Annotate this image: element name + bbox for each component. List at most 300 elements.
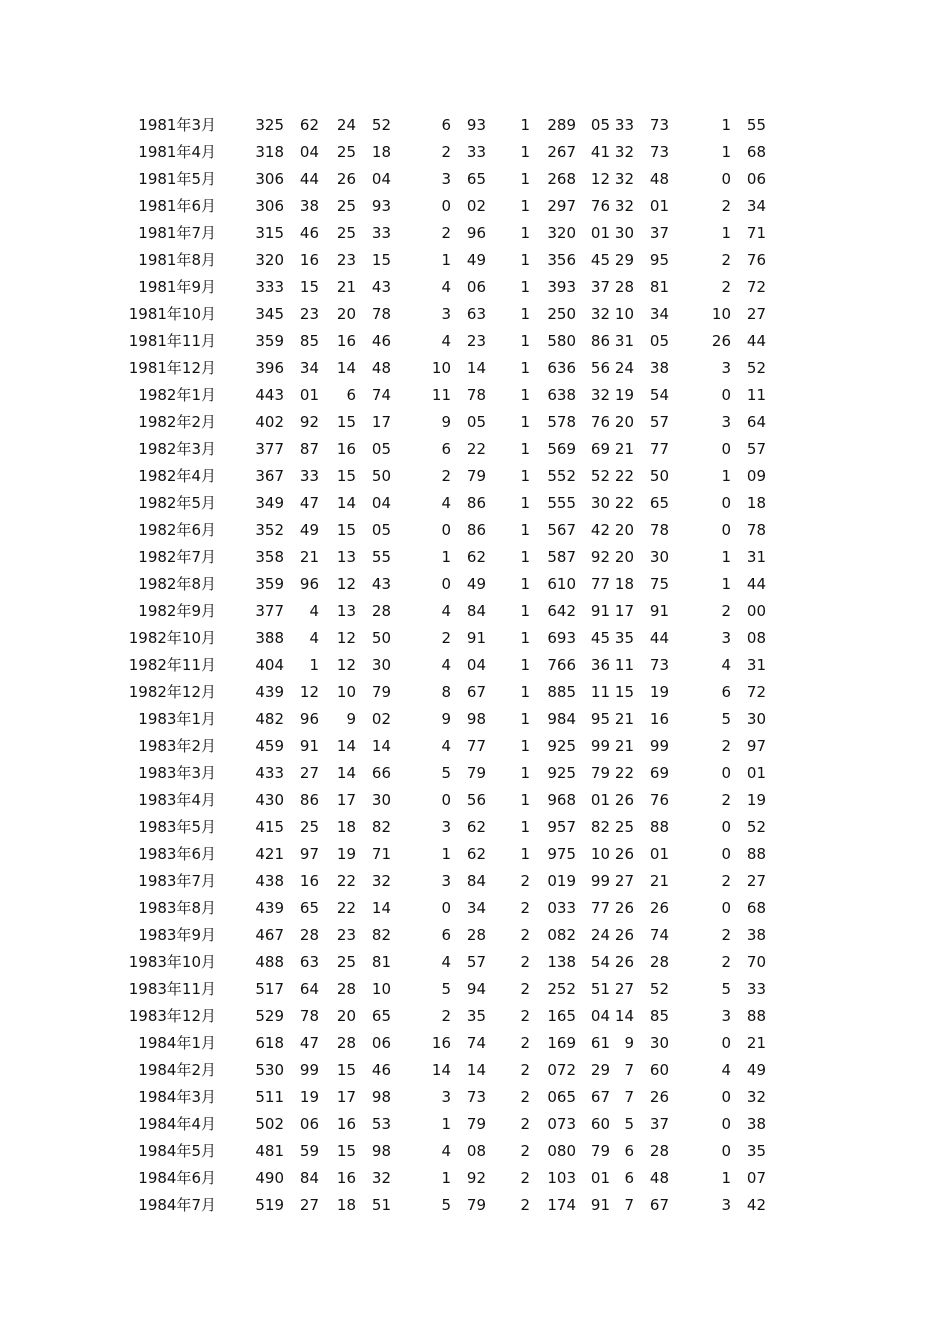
table-cell: 84 [466, 872, 486, 890]
table-cell: 325 [255, 116, 284, 134]
table-cell: 68 [746, 143, 766, 161]
table-cell: 67 [590, 1088, 610, 1106]
table-cell: 31 [614, 332, 634, 350]
table-cell: 1 [441, 251, 451, 269]
table-cell: 86 [466, 494, 486, 512]
table-cell: 38 [746, 926, 766, 944]
table-cell: 1 [520, 629, 530, 647]
table-cell: 315 [255, 224, 284, 242]
table-cell: 352 [255, 521, 284, 539]
table-cell: 04 [299, 143, 319, 161]
table-cell: 1 [520, 494, 530, 512]
row-date-cell: 1981年10月 [128, 305, 216, 323]
row-date-cell: 1983年3月 [138, 764, 216, 782]
table-cell: 71 [746, 224, 766, 242]
table-cell: 19 [336, 845, 356, 863]
table-cell: 46 [299, 224, 319, 242]
table-cell: 92 [466, 1169, 486, 1187]
table-cell: 08 [466, 1142, 486, 1160]
table-cell: 467 [255, 926, 284, 944]
table-cell: 9 [441, 710, 451, 728]
table-cell: 35 [614, 629, 634, 647]
table-cell: 6 [624, 1169, 634, 1187]
table-cell: 14 [371, 899, 391, 917]
table-row [0, 598, 950, 625]
table-cell: 60 [590, 1115, 610, 1133]
table-cell: 50 [649, 467, 669, 485]
table-cell: 4 [721, 656, 731, 674]
table-cell: 19 [299, 1088, 319, 1106]
table-cell: 02 [371, 710, 391, 728]
table-cell: 1 [520, 251, 530, 269]
table-cell: 24 [614, 359, 634, 377]
table-cell: 1 [520, 170, 530, 188]
table-cell: 14 [431, 1061, 451, 1079]
table-cell: 33 [746, 980, 766, 998]
table-cell: 9 [624, 1034, 634, 1052]
table-cell: 3 [441, 1088, 451, 1106]
table-cell: 065 [547, 1088, 576, 1106]
table-cell: 072 [547, 1061, 576, 1079]
table-cell: 01 [590, 791, 610, 809]
table-cell: 1 [520, 440, 530, 458]
table-cell: 393 [547, 278, 576, 296]
table-cell: 15 [336, 467, 356, 485]
table-cell: 32 [590, 386, 610, 404]
table-cell: 05 [371, 440, 391, 458]
table-cell: 28 [371, 602, 391, 620]
table-cell: 23 [466, 332, 486, 350]
table-cell: 05 [590, 116, 610, 134]
table-cell: 1 [520, 548, 530, 566]
table-cell: 7 [624, 1196, 634, 1214]
table-cell: 0 [441, 575, 451, 593]
table-cell: 529 [255, 1007, 284, 1025]
table-cell: 79 [590, 764, 610, 782]
table-cell: 925 [547, 737, 576, 755]
table-cell: 07 [746, 1169, 766, 1187]
table-cell: 27 [746, 872, 766, 890]
table-cell: 2 [520, 953, 530, 971]
table-cell: 52 [649, 980, 669, 998]
table-cell: 1 [520, 845, 530, 863]
table-cell: 74 [371, 386, 391, 404]
table-cell: 34 [299, 359, 319, 377]
table-cell: 57 [649, 413, 669, 431]
table-cell: 14 [336, 494, 356, 512]
table-cell: 530 [255, 1061, 284, 1079]
row-date-cell: 1983年4月 [138, 791, 216, 809]
table-cell: 26 [614, 953, 634, 971]
table-cell: 1 [520, 413, 530, 431]
row-date-cell: 1984年6月 [138, 1169, 216, 1187]
table-cell: 0 [721, 386, 731, 404]
table-cell: 30 [649, 1034, 669, 1052]
table-cell: 0 [721, 845, 731, 863]
table-cell: 96 [299, 710, 319, 728]
table-cell: 77 [590, 899, 610, 917]
table-cell: 12 [299, 683, 319, 701]
table-cell: 0 [721, 521, 731, 539]
table-row [0, 706, 950, 733]
table-cell: 35 [466, 1007, 486, 1025]
table-cell: 082 [547, 926, 576, 944]
table-cell: 6 [441, 440, 451, 458]
table-cell: 93 [466, 116, 486, 134]
row-date-cell: 1983年5月 [138, 818, 216, 836]
table-cell: 95 [590, 710, 610, 728]
table-cell: 45 [590, 629, 610, 647]
table-cell: 42 [590, 521, 610, 539]
table-cell: 567 [547, 521, 576, 539]
table-cell: 9 [441, 413, 451, 431]
row-date-cell: 1981年12月 [128, 359, 216, 377]
table-cell: 21 [336, 278, 356, 296]
table-cell: 50 [371, 629, 391, 647]
table-cell: 1 [520, 602, 530, 620]
table-cell: 17 [336, 791, 356, 809]
table-cell: 28 [649, 1142, 669, 1160]
table-cell: 1 [520, 332, 530, 350]
table-cell: 26 [336, 170, 356, 188]
row-date-cell: 1983年8月 [138, 899, 216, 917]
table-cell: 79 [466, 1196, 486, 1214]
table-cell: 8 [441, 683, 451, 701]
table-cell: 2 [721, 953, 731, 971]
row-date-cell: 1981年11月 [128, 332, 216, 350]
table-row [0, 112, 950, 139]
table-cell: 15 [336, 1061, 356, 1079]
table-cell: 17 [614, 602, 634, 620]
table-cell: 65 [649, 494, 669, 512]
table-cell: 138 [547, 953, 576, 971]
table-row [0, 949, 950, 976]
table-cell: 367 [255, 467, 284, 485]
table-cell: 43 [371, 278, 391, 296]
table-cell: 28 [614, 278, 634, 296]
table-cell: 0 [441, 521, 451, 539]
table-cell: 04 [371, 170, 391, 188]
row-date-cell: 1981年6月 [138, 197, 216, 215]
table-cell: 2 [441, 1007, 451, 1025]
table-cell: 1 [520, 359, 530, 377]
table-cell: 18 [746, 494, 766, 512]
table-cell: 18 [336, 1196, 356, 1214]
table-cell: 1 [721, 575, 731, 593]
table-cell: 15 [614, 683, 634, 701]
table-cell: 2 [441, 629, 451, 647]
table-cell: 41 [590, 143, 610, 161]
table-cell: 1 [721, 548, 731, 566]
table-cell: 93 [371, 197, 391, 215]
row-date-cell: 1984年3月 [138, 1088, 216, 1106]
table-cell: 21 [299, 548, 319, 566]
table-cell: 97 [299, 845, 319, 863]
table-row [0, 1030, 950, 1057]
table-cell: 73 [466, 1088, 486, 1106]
table-cell: 2 [520, 1142, 530, 1160]
table-cell: 66 [371, 764, 391, 782]
table-cell: 14 [371, 737, 391, 755]
table-cell: 358 [255, 548, 284, 566]
table-cell: 18 [371, 143, 391, 161]
table-cell: 552 [547, 467, 576, 485]
row-date-cell: 1982年5月 [138, 494, 216, 512]
row-date-cell: 1981年7月 [138, 224, 216, 242]
table-cell: 24 [336, 116, 356, 134]
table-cell: 165 [547, 1007, 576, 1025]
table-row [0, 787, 950, 814]
table-cell: 79 [371, 683, 391, 701]
table-cell: 95 [649, 251, 669, 269]
table-cell: 76 [746, 251, 766, 269]
table-cell: 31 [746, 656, 766, 674]
row-date-cell: 1983年7月 [138, 872, 216, 890]
table-cell: 22 [336, 899, 356, 917]
data-table [0, 112, 950, 1219]
table-cell: 103 [547, 1169, 576, 1187]
table-cell: 85 [299, 332, 319, 350]
table-cell: 14 [614, 1007, 634, 1025]
table-cell: 6 [721, 683, 731, 701]
table-cell: 25 [614, 818, 634, 836]
row-date-cell: 1983年12月 [128, 1007, 216, 1025]
table-cell: 26 [711, 332, 731, 350]
table-cell: 24 [590, 926, 610, 944]
table-cell: 2 [441, 467, 451, 485]
table-cell: 6 [441, 116, 451, 134]
table-cell: 1 [520, 305, 530, 323]
table-cell: 555 [547, 494, 576, 512]
table-cell: 618 [255, 1034, 284, 1052]
table-cell: 33 [299, 467, 319, 485]
table-cell: 86 [590, 332, 610, 350]
table-cell: 25 [336, 143, 356, 161]
table-cell: 88 [649, 818, 669, 836]
table-cell: 421 [255, 845, 284, 863]
table-cell: 693 [547, 629, 576, 647]
table-cell: 21 [614, 440, 634, 458]
table-row [0, 220, 950, 247]
table-cell: 13 [336, 548, 356, 566]
table-cell: 766 [547, 656, 576, 674]
table-cell: 12 [336, 575, 356, 593]
table-cell: 49 [466, 575, 486, 593]
table-cell: 63 [299, 953, 319, 971]
table-cell: 1 [721, 143, 731, 161]
table-cell: 4 [441, 602, 451, 620]
row-date-cell: 1981年9月 [138, 278, 216, 296]
table-cell: 0 [721, 818, 731, 836]
table-cell: 2 [441, 224, 451, 242]
row-date-cell: 1981年3月 [138, 116, 216, 134]
row-date-cell: 1983年10月 [128, 953, 216, 971]
row-date-cell: 1981年4月 [138, 143, 216, 161]
table-cell: 44 [649, 629, 669, 647]
table-cell: 4 [441, 737, 451, 755]
table-cell: 37 [649, 224, 669, 242]
table-cell: 1 [520, 656, 530, 674]
table-cell: 57 [746, 440, 766, 458]
table-cell: 250 [547, 305, 576, 323]
table-cell: 1 [520, 197, 530, 215]
table-cell: 2 [520, 1007, 530, 1025]
table-cell: 2 [721, 602, 731, 620]
table-cell: 10 [590, 845, 610, 863]
table-cell: 20 [614, 413, 634, 431]
table-cell: 12 [336, 629, 356, 647]
table-cell: 359 [255, 332, 284, 350]
table-cell: 86 [466, 521, 486, 539]
table-cell: 12 [336, 656, 356, 674]
table-row [0, 1057, 950, 1084]
table-cell: 11 [614, 656, 634, 674]
row-date-cell: 1982年10月 [128, 629, 216, 647]
table-cell: 73 [649, 116, 669, 134]
table-cell: 30 [614, 224, 634, 242]
table-cell: 98 [371, 1088, 391, 1106]
table-cell: 2 [520, 1196, 530, 1214]
table-cell: 44 [746, 575, 766, 593]
row-date-cell: 1982年6月 [138, 521, 216, 539]
table-cell: 984 [547, 710, 576, 728]
table-cell: 16 [336, 1115, 356, 1133]
table-cell: 94 [466, 980, 486, 998]
table-cell: 73 [649, 656, 669, 674]
row-date-cell: 1984年1月 [138, 1034, 216, 1052]
table-cell: 37 [649, 1115, 669, 1133]
table-cell: 63 [466, 305, 486, 323]
table-cell: 26 [614, 926, 634, 944]
table-row [0, 409, 950, 436]
table-cell: 5 [441, 764, 451, 782]
table-cell: 4 [441, 332, 451, 350]
table-cell: 10 [711, 305, 731, 323]
row-date-cell: 1982年2月 [138, 413, 216, 431]
table-cell: 86 [299, 791, 319, 809]
table-cell: 16 [649, 710, 669, 728]
table-cell: 59 [299, 1142, 319, 1160]
table-cell: 1 [520, 791, 530, 809]
table-cell: 4 [441, 953, 451, 971]
table-cell: 69 [649, 764, 669, 782]
table-cell: 1 [520, 143, 530, 161]
table-cell: 99 [299, 1061, 319, 1079]
table-cell: 14 [336, 737, 356, 755]
table-cell: 19 [614, 386, 634, 404]
table-cell: 10 [614, 305, 634, 323]
table-cell: 78 [746, 521, 766, 539]
row-date-cell: 1983年9月 [138, 926, 216, 944]
table-cell: 23 [299, 305, 319, 323]
table-cell: 1 [721, 116, 731, 134]
table-cell: 268 [547, 170, 576, 188]
table-cell: 64 [299, 980, 319, 998]
table-cell: 18 [614, 575, 634, 593]
table-cell: 62 [299, 116, 319, 134]
table-cell: 4 [309, 629, 319, 647]
table-cell: 67 [649, 1196, 669, 1214]
table-cell: 04 [371, 494, 391, 512]
table-cell: 356 [547, 251, 576, 269]
table-cell: 98 [371, 1142, 391, 1160]
table-cell: 54 [590, 953, 610, 971]
table-cell: 26 [649, 1088, 669, 1106]
table-cell: 14 [466, 1061, 486, 1079]
table-cell: 78 [299, 1007, 319, 1025]
table-cell: 42 [746, 1196, 766, 1214]
table-cell: 2 [520, 1061, 530, 1079]
table-cell: 82 [371, 926, 391, 944]
table-cell: 267 [547, 143, 576, 161]
table-cell: 61 [590, 1034, 610, 1052]
row-date-cell: 1982年9月 [138, 602, 216, 620]
table-cell: 81 [649, 278, 669, 296]
table-cell: 23 [336, 926, 356, 944]
table-cell: 1 [441, 1169, 451, 1187]
table-cell: 32 [746, 1088, 766, 1106]
table-cell: 44 [746, 332, 766, 350]
table-cell: 22 [614, 494, 634, 512]
table-cell: 638 [547, 386, 576, 404]
table-cell: 22 [614, 467, 634, 485]
table-cell: 05 [371, 521, 391, 539]
table-cell: 443 [255, 386, 284, 404]
table-cell: 33 [614, 116, 634, 134]
table-row [0, 922, 950, 949]
table-cell: 72 [746, 278, 766, 296]
table-cell: 318 [255, 143, 284, 161]
table-cell: 81 [371, 953, 391, 971]
table-row [0, 436, 950, 463]
table-cell: 6 [346, 386, 356, 404]
table-cell: 27 [746, 305, 766, 323]
table-cell: 16 [431, 1034, 451, 1052]
table-row [0, 463, 950, 490]
table-cell: 92 [590, 548, 610, 566]
table-cell: 01 [590, 224, 610, 242]
table-cell: 78 [466, 386, 486, 404]
table-cell: 968 [547, 791, 576, 809]
table-cell: 16 [336, 332, 356, 350]
table-cell: 06 [466, 278, 486, 296]
table-row [0, 517, 950, 544]
table-cell: 79 [466, 764, 486, 782]
table-cell: 439 [255, 683, 284, 701]
table-cell: 91 [466, 629, 486, 647]
table-cell: 56 [590, 359, 610, 377]
table-row [0, 1165, 950, 1192]
table-row [0, 328, 950, 355]
table-cell: 64 [746, 413, 766, 431]
table-cell: 32 [614, 143, 634, 161]
table-cell: 76 [649, 791, 669, 809]
row-date-cell: 1983年1月 [138, 710, 216, 728]
table-cell: 21 [614, 710, 634, 728]
table-cell: 77 [466, 737, 486, 755]
table-cell: 2 [721, 278, 731, 296]
table-cell: 20 [336, 305, 356, 323]
table-row [0, 247, 950, 274]
table-cell: 92 [299, 413, 319, 431]
table-cell: 20 [614, 521, 634, 539]
table-cell: 3 [721, 413, 731, 431]
table-cell: 26 [649, 899, 669, 917]
table-cell: 06 [371, 1034, 391, 1052]
row-date-cell: 1984年7月 [138, 1196, 216, 1214]
table-cell: 1 [309, 656, 319, 674]
table-cell: 16 [299, 872, 319, 890]
